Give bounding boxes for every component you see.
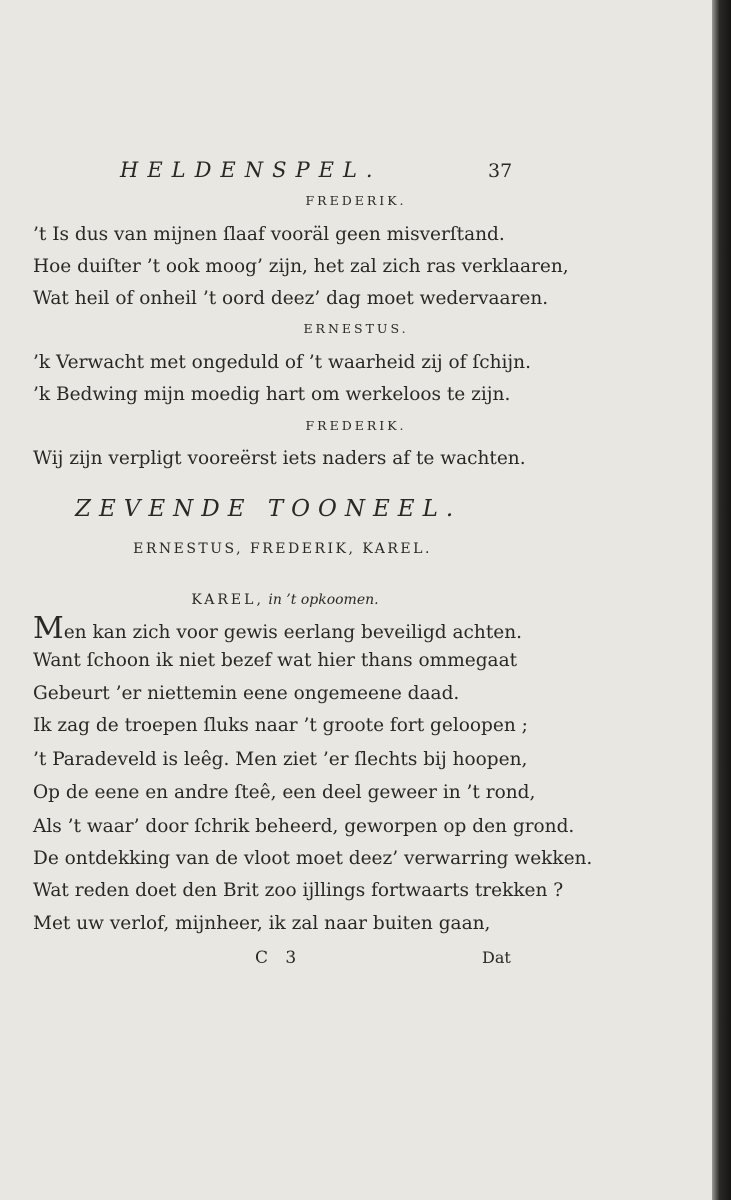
verse-line: Als ’t waar’ door ſchrik beheerd, geworpen op den grond. bbox=[33, 816, 575, 837]
verse-line: Wij zijn verpligt vooreërst iets naders af te wachten. bbox=[33, 448, 526, 469]
page-edge-shadow bbox=[712, 0, 731, 1200]
page-number: 37 bbox=[488, 160, 513, 182]
verse-line: ’t Paradeveld is leêg. Men ziet ’er ſlechts bij hoopen, bbox=[33, 749, 528, 770]
catchword: Dat bbox=[482, 948, 511, 967]
scene-title: ZEVENDE TOONEEL. bbox=[75, 496, 462, 522]
verse-line: Op de eene en andre ſteê, een deel geweer in ’t rond, bbox=[33, 782, 536, 803]
speaker-frederik: FREDERIK. bbox=[305, 193, 407, 208]
verse-line-first bbox=[33, 611, 731, 646]
verse-line: ’k Verwacht met ongeduld of ’t waarheid zij of ſchijn. bbox=[33, 352, 531, 373]
speaker-ernestus: ERNESTUS. bbox=[303, 321, 409, 336]
running-head-title: HELDENSPEL. bbox=[120, 158, 382, 182]
verse-line: Gebeurt ’er niettemin eene ongemeene daad. bbox=[33, 683, 460, 704]
verse-line: Wat heil of onheil ’t oord deez’ dag moet wedervaaren. bbox=[33, 288, 549, 309]
drop-capital: M bbox=[33, 611, 64, 646]
verse-line: De ontdekking van de vloot moet deez’ verwarring wekken. bbox=[33, 848, 593, 869]
verse-line-first-rest: en kan zich voor gewis eerlang beveiligd achten. bbox=[63, 622, 523, 643]
speaker-karel: KAREL, bbox=[191, 592, 264, 608]
verse-line: Wat reden doet den Brit zoo ijllings fortwaarts trekken ? bbox=[33, 880, 564, 901]
verse-line: Want ſchoon ik niet bezef wat hier thans ommegaat bbox=[33, 650, 518, 671]
stage-entrance bbox=[0, 592, 570, 608]
verse-line: Hoe duiſter ’t ook moog’ zijn, het zal zich ras verklaaren, bbox=[33, 256, 569, 277]
signature-mark: C 3 bbox=[255, 948, 303, 968]
scene-cast: ERNESTUS, FREDERIK, KAREL. bbox=[133, 541, 432, 557]
verse-line: ’k Bedwing mijn moedig hart om werkeloos te zijn. bbox=[33, 384, 511, 405]
verse-line: Ik zag de troepen ſluks naar ’t groote fort geloopen ; bbox=[33, 715, 528, 736]
verse-line: ’t Is dus van mijnen ſlaaf vooräl geen misverſtand. bbox=[33, 224, 505, 245]
speaker-frederik: FREDERIK. bbox=[305, 418, 407, 433]
verse-line: Met uw verlof, mijnheer, ik zal naar buiten gaan, bbox=[33, 913, 491, 934]
stage-direction: in ’t opkoomen. bbox=[268, 592, 379, 608]
